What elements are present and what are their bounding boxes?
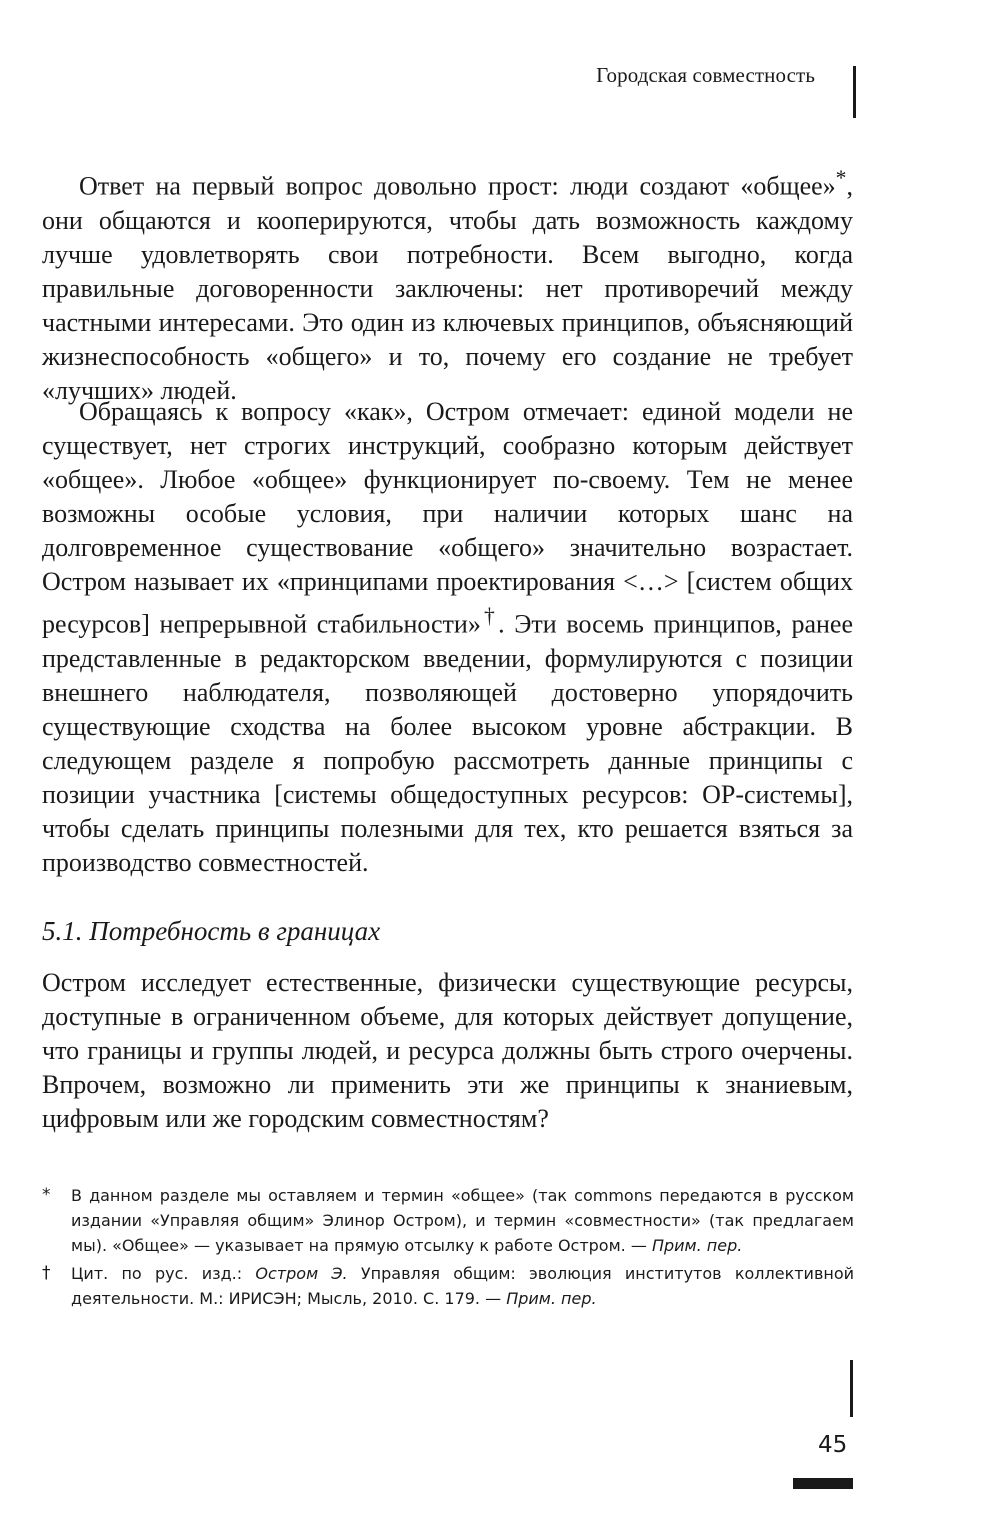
- paragraph-1-text-b: , они общаются и кооперируются, чтобы дать возможность каждому лучше удовлетворять свои потребности. Всем выгодно, когда правильные договоренности заключены: нет противоречий между частными интересами. Это один из ключевых принципов, объясняющий жизнеспособность «общего» и то, почему его создание не требует «лучших» людей.: [42, 171, 853, 405]
- footnote-2-prefix: Цит. по рус. изд.:: [71, 1264, 243, 1283]
- page-number-bar: [793, 1478, 853, 1489]
- section-heading: 5.1. Потребность в границах: [42, 916, 381, 946]
- footnote-1-text: В данном разделе мы оставляем и термин «общее» (так commons передаются в русском издании «Управляя общим» Элинор Остром), и термин «совместности» (так предлагаем мы). «Общее» — указывает на прямую отсылку к работе Остром. —: [71, 1186, 854, 1255]
- footnote-2-mark: †: [42, 1263, 51, 1283]
- footnote-ref-asterisk: *: [835, 166, 847, 190]
- footnote-ref-dagger: †: [480, 604, 499, 628]
- running-head: Городская совместность: [596, 63, 815, 87]
- bottom-margin-rule: [850, 1360, 853, 1417]
- footnote-2: [42, 1261, 854, 1311]
- page-number: 45: [818, 1432, 848, 1458]
- footnote-2-label: Прим. пер.: [506, 1289, 597, 1308]
- paragraph-2-text-a: Обращаясь к вопросу «как», Остром отмечает: единой модели не существует, нет строгих инструкций, сообразно которым действует «общее». Любое «общее» функционирует по-своему. Тем не менее возможны особые условия, при наличии которых шанс на долговременное существование «общего» значительно возрастает. Остром называет их «принципами проектирования <…> [систем общих ресурсов] непрерывной стабильности»: [42, 397, 853, 639]
- footnote-2-text: Управляя общим: эволюция институтов коллективной деятельности. М.: ИРИСЭН; Мысль, 2010. С. 179. —: [71, 1264, 855, 1308]
- top-margin-rule: [853, 66, 856, 118]
- body-paragraph-2: [42, 395, 853, 880]
- footnote-1-mark: *: [42, 1185, 51, 1205]
- footnotes: [42, 1183, 854, 1314]
- section-paragraph-text: Остром исследует естественные, физически существующие ресурсы, доступные в ограниченном объеме, для которых действует допущение, что границы и группы людей, и ресурса должны быть строго очерчены. Впрочем, возможно ли применить эти же принципы к знаниевым, цифровым или же городским совместностям?: [42, 968, 853, 1133]
- footnote-2-author: Остром Э.: [255, 1264, 348, 1283]
- paragraph-2-text-b: . Эти восемь принципов, ранее представленные в редакторском введении, формулируются с позиции внешнего наблюдателя, позволяющей достоверно упорядочить существующие сходства на более высоком уровне абстракции. В следующем разделе я попробую рассмотреть данные принципы с позиции участника [системы общедоступных ресурсов: ОР-системы], чтобы сделать принципы полезными для тех, кто решается взяться за производство совместностей.: [42, 609, 854, 877]
- section-paragraph: [42, 966, 853, 1136]
- footnote-1-label: Прим. пер.: [651, 1236, 743, 1255]
- body-paragraph-1: [42, 161, 853, 408]
- paragraph-1-text-a: Ответ на первый вопрос довольно прост: люди создают «общее»: [79, 171, 836, 201]
- footnote-1: [42, 1183, 854, 1258]
